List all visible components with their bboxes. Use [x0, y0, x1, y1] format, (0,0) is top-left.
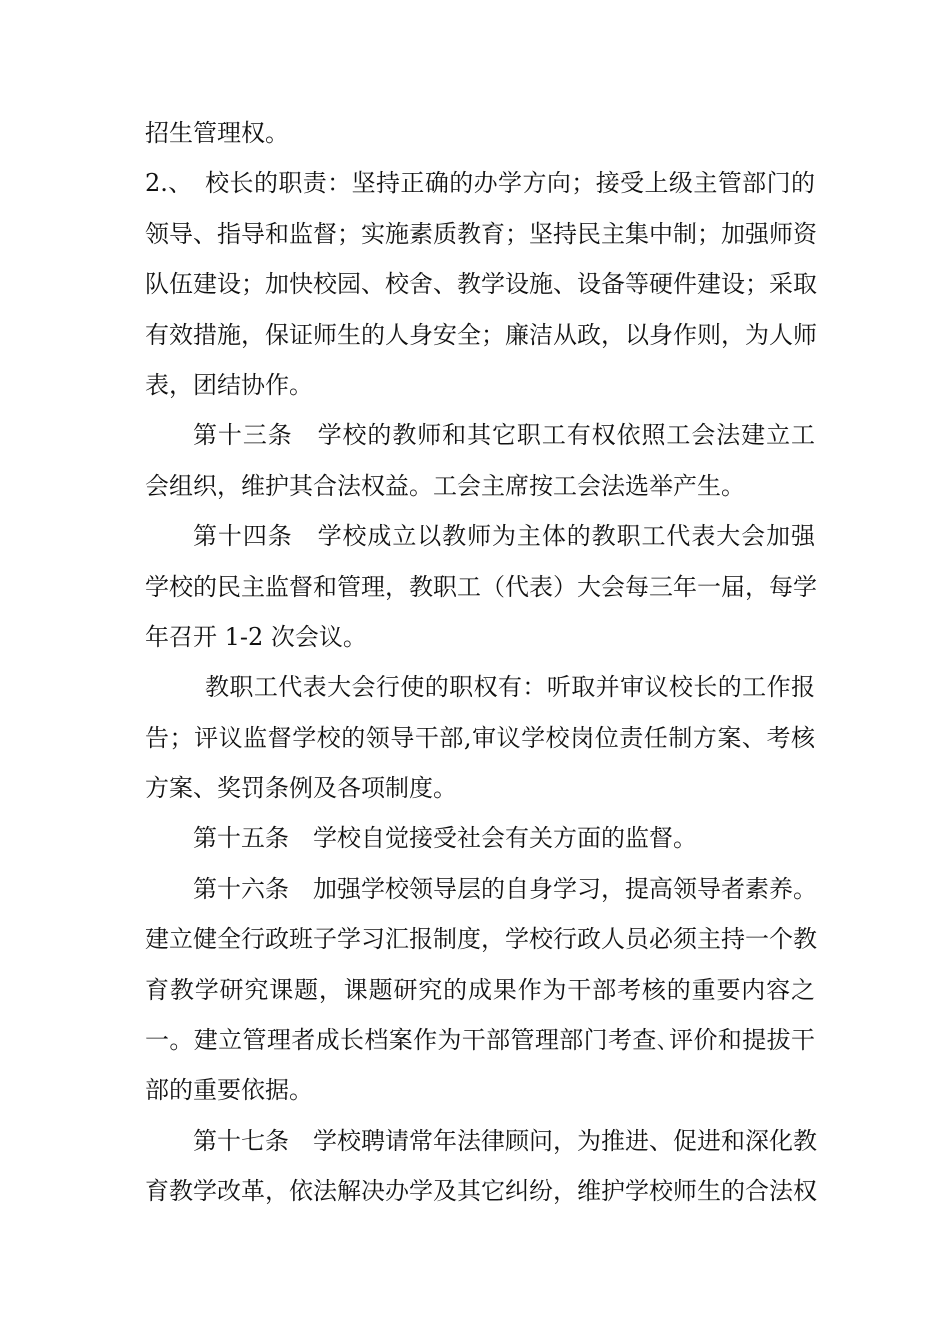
text-line: 2.、 校长的职责：坚持正确的办学方向；接受上级主管部门的 [145, 169, 815, 198]
text-line: 第十四条 学校成立以教师为主体的教职工代表大会加强 [193, 522, 815, 551]
text-line: 领导、指导和监督；实施素质教育；坚持民主集中制；加强师资 [145, 219, 817, 248]
text-line: 第十七条 学校聘请常年法律顾问，为推进、促进和深化教 [193, 1126, 817, 1155]
text-line: 第十五条 学校自觉接受社会有关方面的监督。 [193, 824, 697, 853]
document-page [145, 108, 815, 1217]
text-line: 教职工代表大会行使的职权有：听取并审议校长的工作报 [205, 673, 815, 702]
text-line: 方案、奖罚条例及各项制度。 [145, 774, 457, 803]
text-line: 学校的民主监督和管理，教职工（代表）大会每三年一届，每学 [145, 572, 817, 601]
text-line: 育教学改革，依法解决办学及其它纠纷，维护学校师生的合法权 [145, 1177, 817, 1206]
text-line: 第十六条 加强学校领导层的自身学习，提高领导者素养。 [193, 874, 817, 903]
text-line: 建立健全行政班子学习汇报制度，学校行政人员必须主持一个教 [145, 925, 817, 954]
text-line: 一。建立管理者成长档案作为干部管理部门考查､评价和提拔干 [145, 1026, 815, 1055]
text-line: 年召开 1-2 次会议。 [145, 622, 367, 651]
text-line: 有效措施，保证师生的人身安全；廉洁从政，以身作则，为人师 [145, 320, 817, 349]
text-line: 告；评议监督学校的领导干部,审议学校岗位责任制方案、考核 [145, 723, 815, 752]
text-line: 部的重要依据。 [145, 1076, 313, 1105]
text-line: 表，团结协作。 [145, 370, 313, 399]
text-line: 育教学研究课题，课题研究的成果作为干部考核的重要内容之 [145, 975, 815, 1004]
text-line: 招生管理权。 [145, 119, 289, 147]
text-line: 第十三条 学校的教师和其它职工有权依照工会法建立工 [193, 421, 815, 450]
text-line: 队伍建设；加快校园、校舍、教学设施、设备等硬件建设；采取 [145, 270, 817, 299]
text-line: 会组织，维护其合法权益。工会主席按工会法选举产生。 [145, 471, 745, 500]
